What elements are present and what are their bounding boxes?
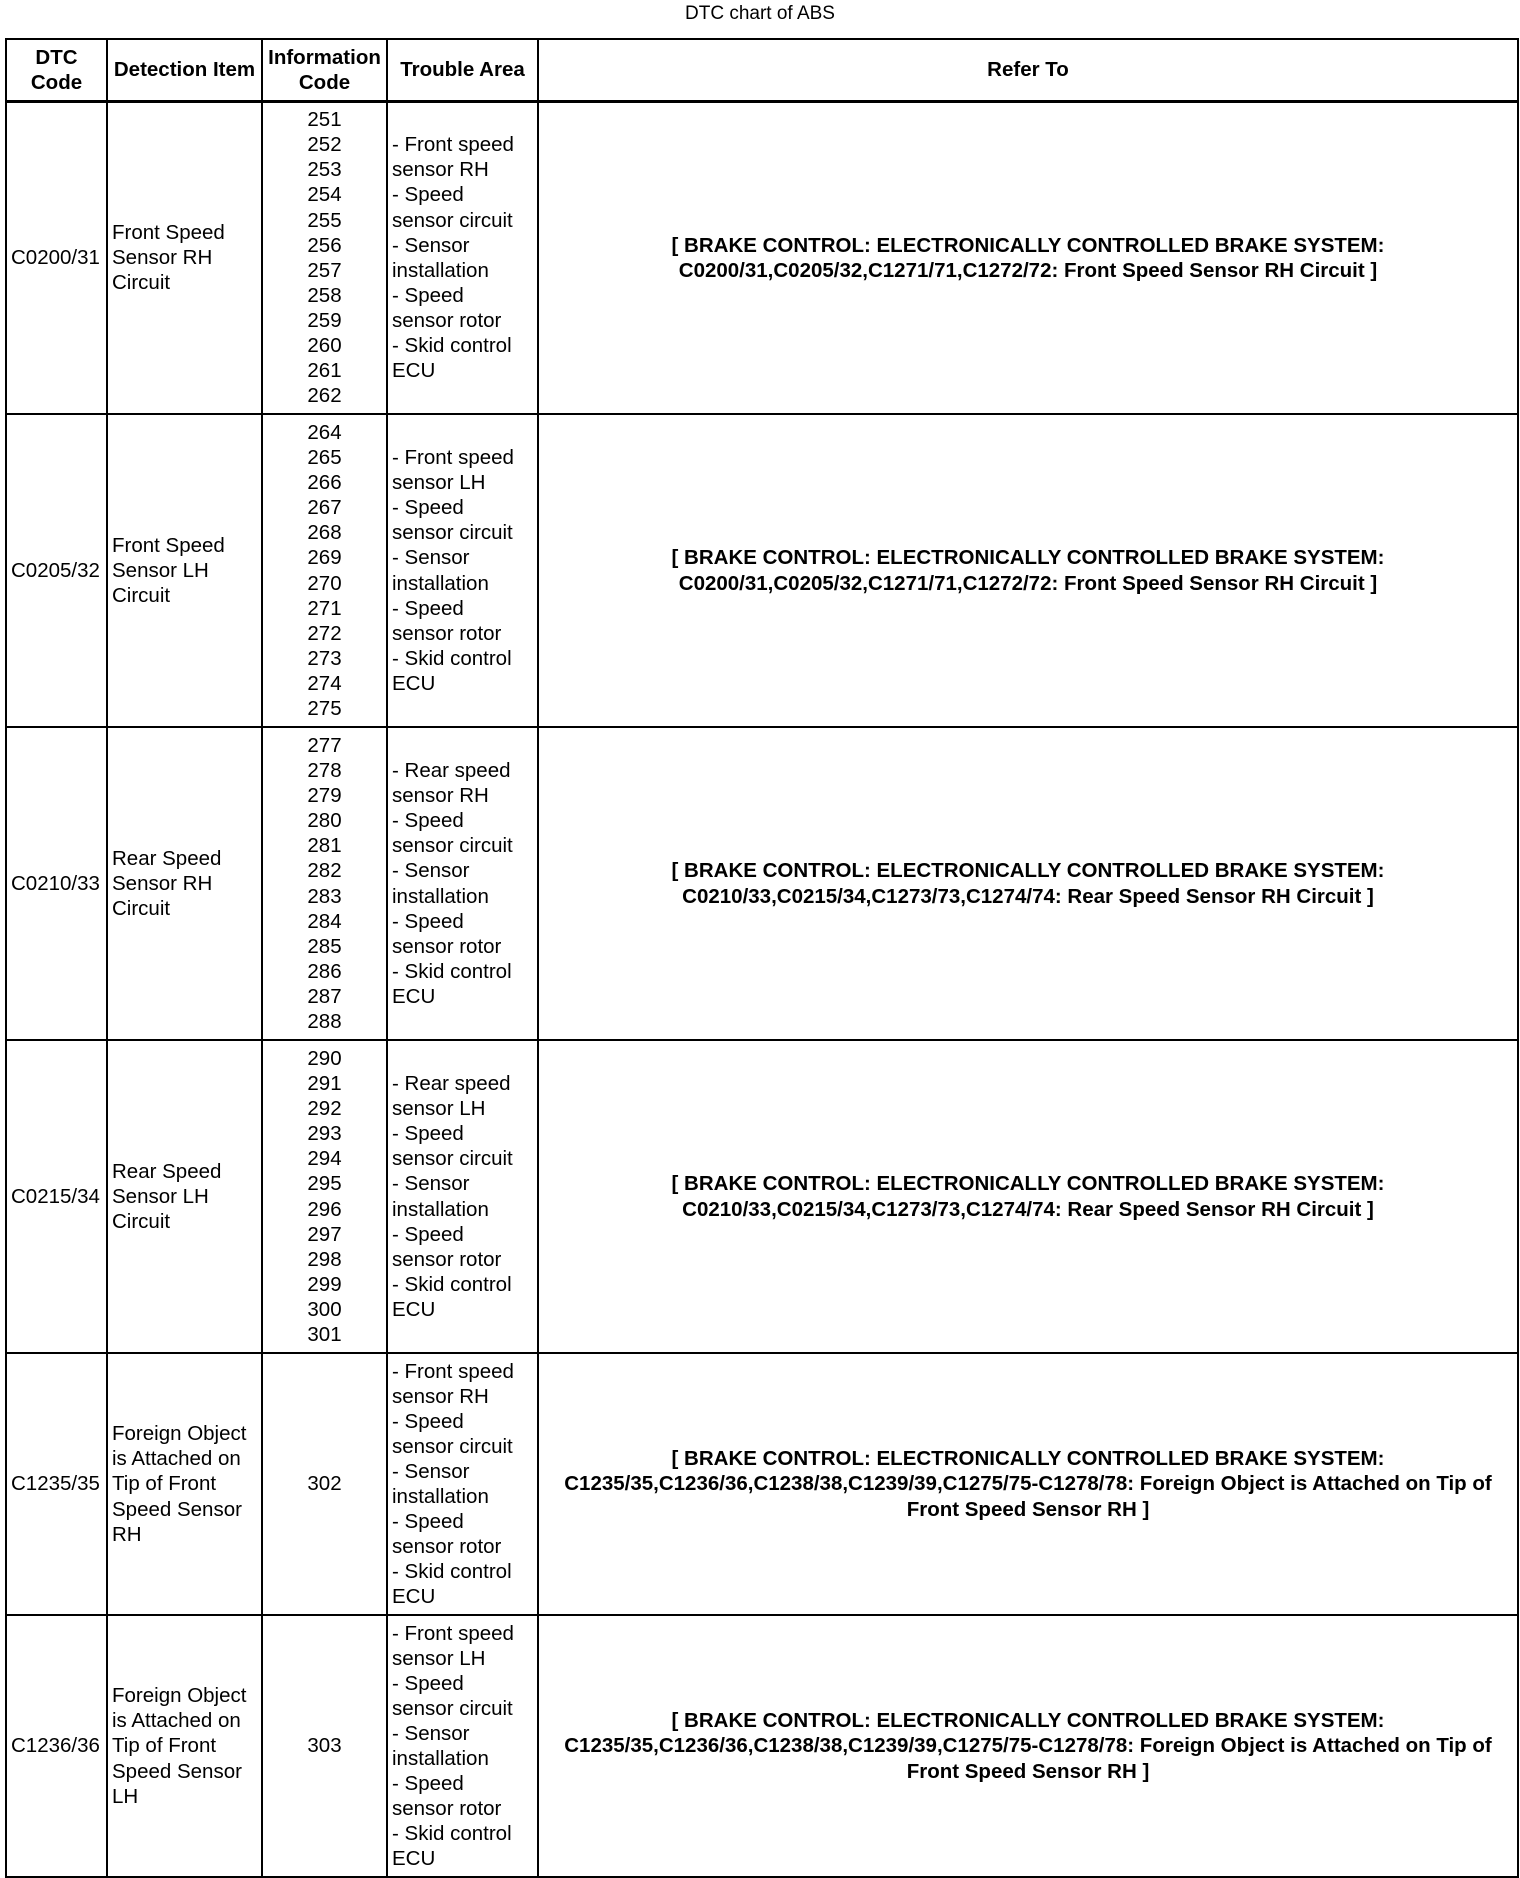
- detection-item-line: is Attached on: [112, 1447, 241, 1471]
- information-code: 282: [307, 859, 342, 883]
- information-code-cell: [262, 1615, 387, 1877]
- trouble-area-line: - Skid control: [392, 334, 512, 358]
- information-code: 268: [307, 521, 342, 545]
- information-code: 293: [307, 1122, 342, 1146]
- information-code: 303: [307, 1734, 342, 1758]
- information-code: 278: [307, 759, 342, 783]
- trouble-area-line: sensor circuit: [392, 521, 513, 545]
- information-code: 298: [307, 1247, 342, 1271]
- refer-to-line: C0200/31,C0205/32,C1271/71,C1272/72: Front Speed Sensor RH Circuit ]: [678, 258, 1378, 282]
- information-code: 301: [307, 1322, 342, 1346]
- information-code: 260: [307, 334, 342, 358]
- trouble-area-line: - Speed: [392, 809, 464, 833]
- trouble-area-line: - Sensor: [392, 1172, 470, 1196]
- information-code: 277: [307, 733, 342, 757]
- information-code: 259: [307, 308, 342, 332]
- refer-to-cell: [538, 101, 1518, 414]
- detection-item-cell: [107, 1353, 262, 1615]
- trouble-area-line: - Front speed: [392, 446, 514, 470]
- information-code: 264: [307, 420, 342, 444]
- trouble-area-line: - Speed: [392, 1122, 464, 1146]
- information-code: 287: [307, 984, 342, 1008]
- refer-to-line: C1235/35,C1236/36,C1238/38,C1239/39,C1275/75-C1278/78: Foreign Object is Attached on Tip of: [564, 1472, 1492, 1496]
- detection-item-line: Tip of Front: [112, 1734, 217, 1758]
- information-code: 261: [307, 359, 342, 383]
- trouble-area-line: - Speed: [392, 1772, 464, 1796]
- information-code-cell: [262, 1353, 387, 1615]
- trouble-area-line: installation: [392, 1747, 489, 1770]
- dtc-table: [5, 38, 1519, 1878]
- information-code: 286: [307, 959, 342, 983]
- trouble-area-line: - Speed: [392, 596, 464, 620]
- trouble-area-line: - Speed: [392, 283, 464, 307]
- refer-to-line: [ BRAKE CONTROL: ELECTRONICALLY CONTROLLED BRAKE SYSTEM:: [671, 1172, 1385, 1196]
- trouble-area-line: - Sensor: [392, 859, 470, 883]
- information-code: 280: [307, 809, 342, 833]
- dtc-code-cell: C1236/36: [6, 1615, 107, 1877]
- trouble-area-cell: [387, 414, 538, 727]
- information-code: 272: [307, 621, 342, 645]
- trouble-area-cell: [387, 1353, 538, 1615]
- trouble-area-line: - Sensor: [392, 546, 470, 570]
- information-code: 266: [307, 471, 342, 495]
- information-code: 288: [307, 1009, 342, 1033]
- trouble-area-line: sensor circuit: [392, 1696, 513, 1720]
- trouble-area-line: installation: [392, 1197, 489, 1221]
- trouble-area-cell: [387, 1615, 538, 1877]
- detection-item-line: Sensor RH: [112, 246, 213, 270]
- refer-to-line: C1235/35,C1236/36,C1238/38,C1239/39,C1275/75-C1278/78: Foreign Object is Attached on Tip of: [564, 1734, 1492, 1758]
- information-code: 285: [307, 934, 342, 958]
- detection-item-line: Foreign Object: [112, 1684, 247, 1708]
- information-code: 275: [307, 696, 342, 720]
- information-code: 267: [307, 496, 342, 520]
- detection-item-line: is Attached on: [112, 1709, 241, 1733]
- trouble-area-line: sensor rotor: [392, 308, 502, 332]
- trouble-area-line: - Skid control: [392, 1272, 512, 1296]
- trouble-area-line: ECU: [392, 1585, 436, 1609]
- detection-item-cell: [107, 727, 262, 1040]
- detection-item-line: Circuit: [112, 1210, 171, 1234]
- trouble-area-line: - Skid control: [392, 646, 512, 670]
- trouble-area-line: sensor rotor: [392, 621, 502, 645]
- table-row: [6, 414, 1518, 727]
- detection-item-line: Front Speed: [112, 533, 225, 557]
- detection-item-line: Speed Sensor: [112, 1497, 242, 1521]
- trouble-area-line: - Speed: [392, 1222, 464, 1246]
- information-code: 283: [307, 884, 342, 908]
- detection-item-line: Sensor RH: [112, 871, 213, 895]
- trouble-area-line: - Rear speed: [392, 759, 511, 783]
- information-code-cell: [262, 414, 387, 727]
- trouble-area-line: ECU: [392, 671, 436, 695]
- trouble-area-line: - Front speed: [392, 1359, 514, 1383]
- refer-to-cell: [538, 414, 1518, 727]
- detection-item-line: Sensor LH: [112, 558, 209, 582]
- detection-item-line: Tip of Front: [112, 1472, 217, 1496]
- refer-to-line: Front Speed Sensor RH ]: [906, 1759, 1150, 1783]
- detection-item-line: RH: [112, 1522, 142, 1546]
- information-code: 269: [307, 546, 342, 570]
- information-code: 294: [307, 1147, 342, 1171]
- information-code: 299: [307, 1272, 342, 1296]
- detection-item-line: Circuit: [112, 271, 171, 295]
- trouble-area-line: - Speed: [392, 1510, 464, 1534]
- refer-to-line: [ BRAKE CONTROL: ELECTRONICALLY CONTROLLED BRAKE SYSTEM:: [671, 859, 1385, 883]
- detection-item-line: Front Speed: [112, 221, 225, 245]
- refer-to-line: Front Speed Sensor RH ]: [906, 1497, 1150, 1521]
- detection-item-cell: [107, 1615, 262, 1877]
- trouble-area-line: sensor LH: [392, 1097, 486, 1121]
- refer-to-line: [ BRAKE CONTROL: ELECTRONICALLY CONTROLLED BRAKE SYSTEM:: [671, 546, 1385, 570]
- refer-to-line: [ BRAKE CONTROL: ELECTRONICALLY CONTROLLED BRAKE SYSTEM:: [671, 1447, 1385, 1471]
- trouble-area-line: installation: [392, 1485, 489, 1508]
- information-code: 279: [307, 784, 342, 808]
- information-code: 297: [307, 1222, 342, 1246]
- refer-to-cell: [538, 1353, 1518, 1615]
- information-code: 255: [307, 208, 342, 232]
- table-row: [6, 1040, 1518, 1353]
- trouble-area-cell: [387, 1040, 538, 1353]
- refer-to-cell: [538, 727, 1518, 1040]
- trouble-area-line: - Skid control: [392, 1560, 512, 1584]
- refer-to-line: [ BRAKE CONTROL: ELECTRONICALLY CONTROLLED BRAKE SYSTEM:: [671, 1709, 1385, 1733]
- trouble-area-line: - Speed: [392, 496, 464, 520]
- information-code: 262: [307, 384, 342, 408]
- trouble-area-cell: [387, 101, 538, 414]
- information-code: 274: [307, 671, 342, 695]
- trouble-area-line: sensor RH: [392, 158, 489, 182]
- trouble-area-line: - Rear speed: [392, 1072, 511, 1096]
- table-row: [6, 1615, 1518, 1877]
- trouble-area-line: installation: [392, 571, 489, 595]
- page-title: DTC chart of ABS: [685, 3, 835, 24]
- dtc-code-cell: C0210/33: [6, 727, 107, 1040]
- trouble-area-line: sensor circuit: [392, 834, 513, 858]
- trouble-area-line: - Speed: [392, 1671, 464, 1695]
- detection-item-cell: [107, 414, 262, 727]
- information-code: 253: [307, 158, 342, 182]
- trouble-area-line: installation: [392, 884, 489, 908]
- trouble-area-line: sensor rotor: [392, 934, 502, 958]
- information-code: 295: [307, 1172, 342, 1196]
- detection-item-cell: [107, 1040, 262, 1353]
- detection-item-line: LH: [112, 1784, 139, 1808]
- trouble-area-line: sensor circuit: [392, 1434, 513, 1458]
- information-code: 302: [307, 1472, 342, 1496]
- trouble-area-line: - Skid control: [392, 1822, 512, 1846]
- header-dtc-code: DTC Code: [6, 39, 107, 101]
- trouble-area-line: sensor circuit: [392, 208, 513, 232]
- trouble-area-line: sensor circuit: [392, 1147, 513, 1171]
- header-trouble-area: Trouble Area: [387, 39, 538, 101]
- trouble-area-line: ECU: [392, 984, 436, 1008]
- information-code-cell: [262, 727, 387, 1040]
- trouble-area-line: - Sensor: [392, 1721, 470, 1745]
- information-code: 271: [307, 596, 342, 620]
- information-code: 296: [307, 1197, 342, 1221]
- detection-item-line: Circuit: [112, 584, 171, 608]
- refer-to-cell: [538, 1040, 1518, 1353]
- trouble-area-line: ECU: [392, 1847, 436, 1871]
- trouble-area-line: sensor RH: [392, 784, 489, 808]
- trouble-area-line: - Front speed: [392, 133, 514, 157]
- information-code: 300: [307, 1297, 342, 1321]
- information-code: 265: [307, 446, 342, 470]
- information-code: 291: [307, 1072, 342, 1096]
- trouble-area-line: - Speed: [392, 1409, 464, 1433]
- refer-to-cell: [538, 1615, 1518, 1877]
- trouble-area-cell: [387, 727, 538, 1040]
- detection-item-cell: [107, 101, 262, 414]
- header-information-code: Information Code: [262, 39, 387, 101]
- information-code: 273: [307, 646, 342, 670]
- detection-item-line: Speed Sensor: [112, 1759, 242, 1783]
- information-code: 252: [307, 133, 342, 157]
- information-code: 281: [307, 834, 342, 858]
- trouble-area-line: - Speed: [392, 909, 464, 933]
- information-code: 292: [307, 1097, 342, 1121]
- trouble-area-line: sensor rotor: [392, 1247, 502, 1271]
- information-code: 270: [307, 571, 342, 595]
- information-code: 284: [307, 909, 342, 933]
- table-row: [6, 101, 1518, 414]
- trouble-area-line: - Skid control: [392, 959, 512, 983]
- information-code: 256: [307, 233, 342, 257]
- information-code: 251: [307, 108, 342, 132]
- detection-item-line: Rear Speed: [112, 846, 222, 870]
- dtc-code-cell: C0205/32: [6, 414, 107, 727]
- trouble-area-line: sensor rotor: [392, 1797, 502, 1821]
- detection-item-line: Sensor LH: [112, 1184, 209, 1208]
- trouble-area-line: sensor rotor: [392, 1535, 502, 1559]
- dtc-code-cell: C0215/34: [6, 1040, 107, 1353]
- trouble-area-line: - Sensor: [392, 233, 470, 257]
- detection-item-line: Rear Speed: [112, 1159, 222, 1183]
- trouble-area-line: sensor LH: [392, 471, 486, 495]
- trouble-area-line: - Speed: [392, 183, 464, 207]
- information-code: 258: [307, 283, 342, 307]
- table-header-row: [6, 39, 1518, 101]
- information-code: 290: [307, 1046, 342, 1070]
- trouble-area-line: - Front speed: [392, 1621, 514, 1645]
- trouble-area-line: sensor RH: [392, 1384, 489, 1408]
- dtc-code-cell: C0200/31: [6, 101, 107, 414]
- refer-to-line: C0210/33,C0215/34,C1273/73,C1274/74: Rear Speed Sensor RH Circuit ]: [682, 884, 1374, 908]
- table-row: [6, 1353, 1518, 1615]
- trouble-area-line: - Sensor: [392, 1459, 470, 1483]
- information-code-cell: [262, 101, 387, 414]
- trouble-area-line: installation: [392, 258, 489, 282]
- header-detection-item: Detection Item: [107, 39, 262, 101]
- trouble-area-line: sensor LH: [392, 1646, 486, 1670]
- refer-to-line: C0200/31,C0205/32,C1271/71,C1272/72: Front Speed Sensor RH Circuit ]: [678, 571, 1378, 595]
- dtc-code-cell: C1235/35: [6, 1353, 107, 1615]
- trouble-area-line: ECU: [392, 1297, 436, 1321]
- information-code: 257: [307, 258, 342, 282]
- table-body: [6, 101, 1518, 1877]
- table-row: [6, 727, 1518, 1040]
- trouble-area-line: ECU: [392, 359, 436, 383]
- information-code: 254: [307, 183, 342, 207]
- information-code-cell: [262, 1040, 387, 1353]
- header-refer-to: Refer To: [538, 39, 1518, 101]
- refer-to-line: C0210/33,C0215/34,C1273/73,C1274/74: Rear Speed Sensor RH Circuit ]: [682, 1197, 1374, 1221]
- detection-item-line: Foreign Object: [112, 1422, 247, 1446]
- refer-to-line: [ BRAKE CONTROL: ELECTRONICALLY CONTROLLED BRAKE SYSTEM:: [671, 233, 1385, 257]
- detection-item-line: Circuit: [112, 897, 171, 921]
